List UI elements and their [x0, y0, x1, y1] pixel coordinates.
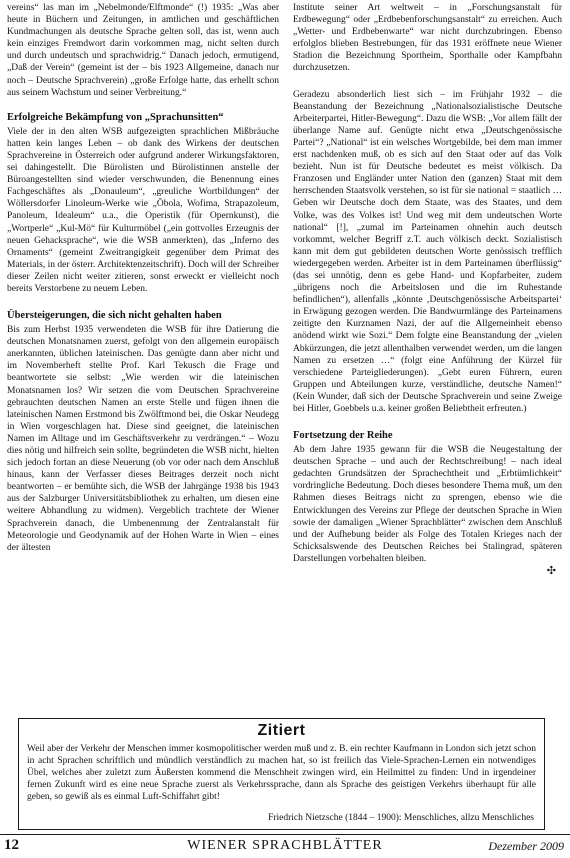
- quote-title: Zitiert: [257, 722, 306, 739]
- magazine-title: WIENER SPRACHBLÄTTER: [187, 838, 383, 853]
- page-number: 12: [4, 837, 19, 853]
- left-paragraph-3: Bis zum Herbst 1935 verwendeten die WSB für ihre Datierung die deutschen Monatsnamen zuerst, gefolgt von den allgemein europäisch anerkannten, üblichen lateinischen. Das genügte dann aber nicht und im Novemberheft stellte Prof. Karl Tekusch die Frage und beantwortete sie selbst: „Wie werden wir die lateinischen Monatsnamen los? Wir setzen die vom Deutschen Sprachvereine gebrauchten deutschen Namen an erste Stelle und fügen ihnen die lateinischen Namen Erstmond bis Zwölftmond bei, die Oskar Neudegg in Wien vorgeschlagen hat. Diese sind geeignet, die lateinischen Namen im Alltage und im Geschäftsverkehr zu verdrängen.“ – Wozu dies nötig und hilfreich sein sollte, begründeten die WSB nicht, hielten sich jedoch fortan an diese Neuerung (ob vor oder nach dem Anschluß hinaus, kann der Verfasser dieses Beitrages derzeit noch nicht beantworten – er bemühte sich, die WSB der Jahrgänge 1938 bis 1943 aus der Salzburger Universitätsbibliothek zu erhalten, um diesen eine weitere Abhandlung zu widmen). Vergeblich trachtete der Wiener Sprachverein danach, die Umbenennung der Zentralanstalt für Meteorologie und Geodynamik auf der Hohen Warte in Wien – eines der ältesten: [7, 325, 279, 553]
- right-column: [293, 2, 562, 577]
- left-column: [7, 2, 279, 554]
- heading-fortsetzung: Fortsetzung der Reihe: [293, 430, 393, 442]
- right-paragraph-1: Institute seiner Art weltweit – in „Forschungsanstalt für Erdbewegung“ oder „Erdbebenforschungsanstalt“ zu erreichen. Auch „Wetter- und Erdbebenwarte“ war nicht durchzubringen. Ebenso erfolglos blieben Bestrebungen, für das 1931 eröffnete neue Wiener Stadion die Bezeichnung Sportheim, Sporthalle oder Kampfbahn durchzusetzen.: [293, 3, 562, 74]
- quote-box: [18, 718, 545, 830]
- left-paragraph-2: Viele der in den alten WSB aufgezeigten sprachlichen Mißbräuche hatten kein langes Leben – ob dank des Wirkens der deutschen Sprachvereine in Österreich oder aufgrund anderer Wirkungsfaktoren, sei dahingestellt. Die Bürolisten und Bürolistinnen anstelle der Büroangestellten sind wieder verschwunden, die Benennung eines Fachgeschäftes als „Donauleum“, „greuliche Wortbildungen“ der Wöllersdorfer Linoleum-Werke wie „Ōbola, Wofima, Strapazoleum, Panoleum, Idealeum“ u.a., die Operistik (für Opernkunst), die „Wortperle“ „Kul-Mö“ für Kulturmöbel („ein gottvolles Erzeugnis der neuen Gehacksprache“, wie die WSB anmerkten), das „Inferno des Ornaments“ (gemeint Zweitrangigkeit gegenüber dem Primat des Materials, in der österr. Architektenzeitschrift). Doch will der Schreiber dieser Zeilen nicht weiter zitieren, sonst erweckt er vielleicht noch bereits Verstorbene zu neuem Leben.: [7, 126, 279, 294]
- heading-uebersteigerungen: Übersteigerungen, die sich nicht gehalten haben: [7, 310, 222, 322]
- end-ornament-icon: ✣: [546, 565, 556, 578]
- right-paragraph-3: Ab dem Jahre 1935 gewann für die WSB die Neugestaltung der deutschen Sprache – und auch der Rechtschreibung! – nach ideal gedachten Grundsätzen der Sprachechtheit und „Erbtümlichkeit“ vordringliche Bedeutung. Doch dieses besondere Thema muß, um den Rahmen dieses Beitrags nicht zu sprengen, ebenso wie die Entwicklungen des Vereins zur Pflege der deutschen Sprache in Wien sowie der damaligen „Wiener Sprachblätter“ zwischen dem Anschluß und der Aufhebung beider als Folge des Totalen Krieges nach der Schicksalswende des Deutschen Reiches bei Stalingrad, späteren Darstellungen vorbehalten bleiben.: [293, 445, 562, 564]
- quote-attribution: Friedrich Nietzsche (1844 – 1900): Menschliches, allzu Menschliches: [268, 813, 534, 823]
- issue-date: Dezember 2009: [488, 839, 564, 853]
- page-footer: [0, 834, 570, 857]
- left-paragraph-1: vereins“ las man im „Nebelmonde/Elftmonde“ (!) 1935: „Was aber heute in Büchern und Zeitungen, in amtlichen und geschäftlichen Kundmachungen als deutsche Sprache gelten soll, das ist, wenn auch kein einziges Fremdwort darin vorkommen mag, nicht selten durch und durch undeutsch und sprachwidrig.“ Danach jedoch, ermutigend, „Daß der Verein“ (gemeint ist der – bis 1923 Allgemeine, danach nur noch – Deutsche Sprachverein) „große Erfolge hatte, das erhellt schon aus seinem Wachstum und seiner Verbreitung.“: [7, 3, 279, 98]
- heading-sprachunsitten: Erfolgreiche Bekämpfung von „Sprachunsitten“: [7, 111, 224, 123]
- right-paragraph-2: Geradezu absonderlich liest sich – im Frühjahr 1932 – die Beanstandung der Bezeichnung „Nationalsozialistische Deutsche Arbeiterpartei, Hitler-Bewegung“. Dazu die WSB: „Vor allem fällt der überlange Name auf. Genügte nicht etwa „Deutschgenössische Partei“? „National“ ist ein welsches Wortgebilde, bei dem man immer erst nachdenken muß, ob es sich auf den Staat oder auf das Volk bezieht. Nun ist für Deutsche bedeutet es meist völkisch. Da Franzosen und Engländer unter Nation den (ganzen) Staat mit dem herrschenden Staatsvolk verstehen, so ist für sie national = staatlich … Geben wir Deutsche doch dem Staate, was des Staates, und dem Volke, was des Volkes ist! Und weg mit dem undeutschen Worte national“ [!], „zumal im Parteinamen ohnehin auch deutsch vorkommt, welcher Begriff z.T. auch völkisch deckt. Sozialistisch kann mit dem gut gebildeten deutschen Worte genössisch trefflich wiedergegeben werden. Arbeiter ist in dem Parteinamen überflüssig“ (das sei unnötig, denn es gebe Hand- und Kopfarbeiter, zudem „übrigens noch die Arbeitslosen und die im Ruhestande befindlichen“), allenfalls „könnte ‚Deutschgenössische Arbeitspartei‘ in Erwägung gezogen werden. Die Bandwurmlänge des Parteinamens zeitigte den Kurznamen Nazi, der auf die Allgemeinheit ebenso anödend wirkt wie Sozi.“ Dem folgte eine Beanstandung der „vielen Abkürzungen, die jetzt allenthalben verwendet werden, um die langen Namen zu ersetzen …“ (folgt eine Anführung der Kürzel für verschiedene Parteigliederungen). „Gebt euren Führern, euren Gruppen und Abteilungen kurze, verständliche, deutsche Namen!“ (Kein Wunder, daß sich der Deutsche Sprachverein und seine Zweige bei Hitler, Goebbels u.a. keiner großen Beliebtheit erfreuten.): [293, 89, 562, 414]
- quote-text: Weil aber der Verkehr der Menschen immer kosmopolitischer werden muß und z. B. ein rechter Kaufmann in London sich jetzt schon in acht Sprachen schriftlich und mündlich verständlich zu machen hat, so ist freilich das Viele-Sprachen-Lernen ein notwendiges Übel, welches aber zuletzt zum Äußersten kommend die Menschheit zwingen wird, ein Heilmittel zu finden: Und in irgendeiner fernen Zukunft wird es eine neue Sprache zuerst als Verkehrssprache, dann als Sprache des geistigen Verkehrs überhaupt für alle geben, so gewiß als es einmal Luft-Schiffahrt gibt!: [27, 744, 536, 802]
